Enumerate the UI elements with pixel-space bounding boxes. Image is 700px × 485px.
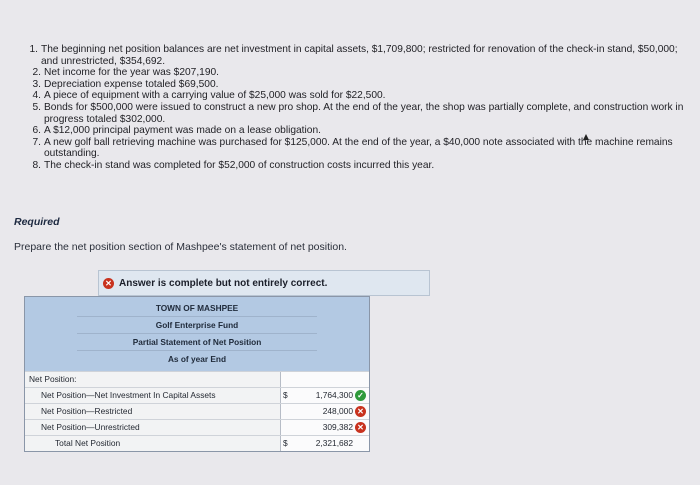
statement-title: Partial Statement of Net Position — [77, 334, 317, 351]
statement-date: As of year End — [167, 354, 227, 364]
section-label-row — [25, 371, 369, 387]
amount-input[interactable] — [280, 404, 369, 419]
total-label: Total Net Position — [55, 438, 121, 448]
section-label: Net Position: — [29, 374, 77, 384]
empty-value-cell — [280, 372, 369, 387]
fact-item: 8. The check-in stand was completed for $52,000 of construction costs incurred this year. — [32, 159, 435, 171]
fact-item: 4. A piece of equipment with a carrying value of $25,000 was sold for $22,500. — [32, 90, 386, 102]
amount-value: 309,382 — [322, 422, 353, 432]
question-prompt: Prepare the net position section of Mashpee's statement of net position. — [14, 241, 347, 253]
fact-item: 2. Net income for the year was $207,190. — [32, 67, 219, 79]
amount-value: 1,764,300 — [315, 390, 353, 400]
table-row — [25, 403, 369, 419]
incorrect-x-icon: ✕ — [355, 422, 366, 433]
statement-header — [25, 297, 369, 371]
total-amount-input[interactable]: $ 2,321,682 — [280, 436, 369, 451]
problem-facts-list — [18, 44, 690, 172]
fact-item: 5. Bonds for $500,000 were issued to construct a new pro shop. At the end of the year, the shop was partially complete, and construction work in progress totaled $302,000. — [32, 101, 684, 125]
incorrect-x-icon: ✕ — [355, 406, 366, 417]
row-label: Net Position—Restricted — [41, 406, 133, 416]
fact-item: 6. A $12,000 principal payment was made on a lease obligation. — [32, 125, 321, 137]
statement-entity: TOWN OF MASHPEE — [77, 300, 317, 317]
fact-item: 1. The beginning net position balances are net investment in capital assets, $1,709,800; restricted for renovation of the check-in stand, $50,000; and unrestricted, $354,692. — [29, 44, 678, 67]
answer-status-banner — [98, 270, 430, 296]
amount-input[interactable] — [280, 420, 369, 435]
row-label: Net Position—Net Investment In Capital Assets — [41, 390, 216, 400]
answer-status-text: Answer is complete but not entirely correct. — [119, 277, 328, 289]
amount-value: 248,000 — [322, 406, 353, 416]
required-heading: Required — [14, 216, 60, 228]
total-amount-value: 2,321,682 — [315, 438, 353, 448]
table-row — [25, 419, 369, 435]
statement-fund: Golf Enterprise Fund — [77, 317, 317, 334]
fact-item: 3. Depreciation expense totaled $69,500. — [32, 78, 219, 90]
correct-check-icon: ✓ — [355, 390, 366, 401]
total-row — [25, 435, 369, 451]
mouse-cursor-icon — [583, 134, 589, 140]
net-position-statement — [24, 296, 370, 452]
incorrect-icon: ✕ — [103, 278, 114, 289]
row-label: Net Position—Unrestricted — [41, 422, 140, 432]
table-row — [25, 387, 369, 403]
fact-item: 7. A new golf ball retrieving machine was purchased for $125,000. At the end of the year, a $40,000 note associated with the machine remains outstanding. — [32, 136, 673, 160]
amount-input[interactable]: $ 1,764,300 ✓ — [280, 388, 369, 403]
